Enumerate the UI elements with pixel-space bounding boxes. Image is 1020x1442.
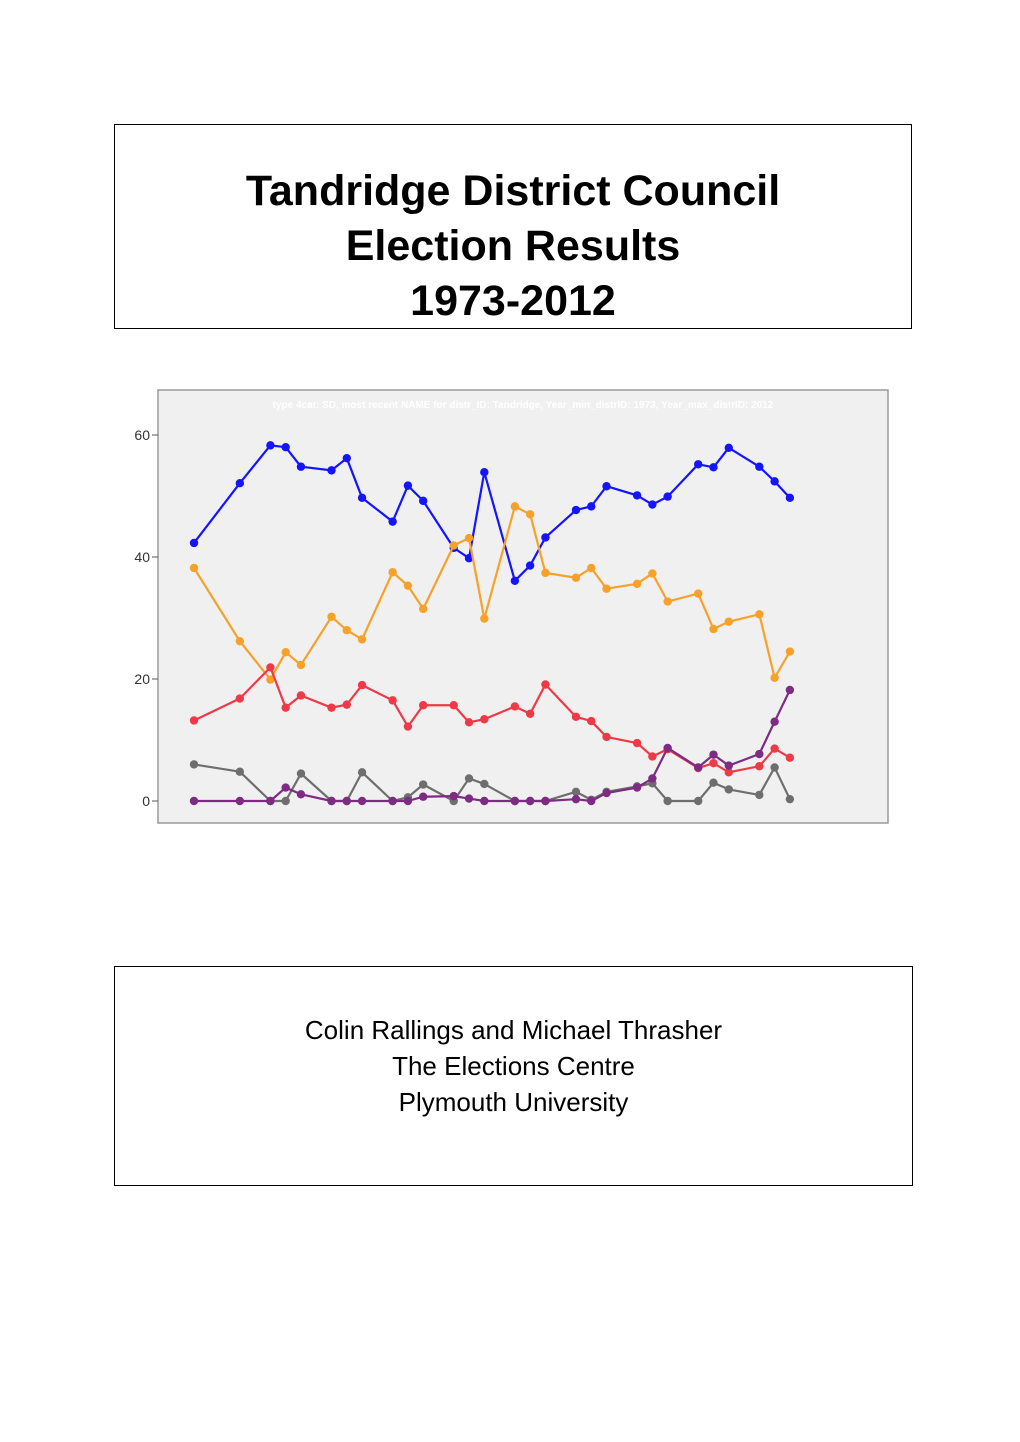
series-point-2 bbox=[786, 647, 794, 655]
series-point-5 bbox=[358, 797, 366, 805]
series-point-5 bbox=[572, 795, 580, 803]
series-point-3 bbox=[602, 733, 610, 741]
series-point-2 bbox=[480, 614, 488, 622]
series-point-3 bbox=[358, 681, 366, 689]
series-point-3 bbox=[648, 752, 656, 760]
author-university: Plymouth University bbox=[398, 1087, 629, 1117]
series-point-1 bbox=[297, 463, 305, 471]
series-point-3 bbox=[709, 759, 717, 767]
series-point-4 bbox=[786, 795, 794, 803]
series-point-3 bbox=[343, 700, 351, 708]
series-point-3 bbox=[450, 701, 458, 709]
series-point-2 bbox=[648, 569, 656, 577]
chart-svg bbox=[118, 385, 894, 825]
title-box bbox=[114, 124, 912, 329]
series-point-2 bbox=[404, 581, 412, 589]
series-point-5 bbox=[404, 797, 412, 805]
series-point-1 bbox=[358, 494, 366, 502]
series-point-1 bbox=[770, 477, 778, 485]
series-point-5 bbox=[526, 797, 534, 805]
series-point-1 bbox=[480, 468, 488, 476]
series-point-4 bbox=[419, 780, 427, 788]
series-point-5 bbox=[602, 789, 610, 797]
title-line-2: Election Results bbox=[345, 222, 681, 270]
author-box bbox=[114, 966, 913, 1186]
series-point-4 bbox=[694, 797, 702, 805]
series-point-5 bbox=[663, 744, 671, 752]
y-tick-label: 0 bbox=[142, 793, 150, 809]
series-point-4 bbox=[572, 788, 580, 796]
series-point-2 bbox=[190, 564, 198, 572]
series-point-5 bbox=[190, 797, 198, 805]
series-point-5 bbox=[587, 797, 595, 805]
series-point-3 bbox=[297, 691, 305, 699]
series-point-2 bbox=[358, 635, 366, 643]
y-tick-label: 60 bbox=[134, 427, 150, 443]
series-point-1 bbox=[281, 443, 289, 451]
series-point-3 bbox=[633, 739, 641, 747]
series-point-1 bbox=[190, 539, 198, 547]
series-point-1 bbox=[266, 441, 274, 449]
series-point-2 bbox=[587, 564, 595, 572]
series-point-5 bbox=[633, 783, 641, 791]
series-point-5 bbox=[465, 794, 473, 802]
series-point-2 bbox=[236, 637, 244, 645]
series-point-4 bbox=[281, 797, 289, 805]
series-point-4 bbox=[755, 791, 763, 799]
series-point-2 bbox=[419, 605, 427, 613]
series-point-2 bbox=[541, 569, 549, 577]
series-point-2 bbox=[694, 589, 702, 597]
series-point-2 bbox=[602, 585, 610, 593]
series-point-1 bbox=[755, 463, 763, 471]
series-point-2 bbox=[327, 613, 335, 621]
series-point-1 bbox=[404, 481, 412, 489]
series-point-4 bbox=[358, 768, 366, 776]
y-tick-label: 40 bbox=[134, 549, 150, 565]
series-point-5 bbox=[511, 797, 519, 805]
series-point-3 bbox=[572, 713, 580, 721]
series-point-2 bbox=[725, 617, 733, 625]
series-point-4 bbox=[236, 768, 244, 776]
series-point-2 bbox=[511, 502, 519, 510]
series-point-3 bbox=[770, 744, 778, 752]
author-names: Colin Rallings and Michael Thrasher bbox=[304, 1015, 723, 1045]
title-block bbox=[115, 125, 911, 329]
series-point-5 bbox=[709, 750, 717, 758]
series-point-1 bbox=[526, 561, 534, 569]
series-point-2 bbox=[663, 597, 671, 605]
series-point-5 bbox=[480, 797, 488, 805]
series-point-1 bbox=[388, 517, 396, 525]
series-point-5 bbox=[266, 797, 274, 805]
series-point-3 bbox=[526, 710, 534, 718]
series-point-4 bbox=[465, 774, 473, 782]
series-point-3 bbox=[541, 680, 549, 688]
series-point-5 bbox=[541, 797, 549, 805]
series-point-5 bbox=[327, 797, 335, 805]
chart-title: type 4cat: SD, most recent NAME for distr_ID: Tandridge, Year_min_distrID: 1973, Year_max_distrID: 2012 bbox=[272, 400, 774, 411]
series-point-1 bbox=[786, 494, 794, 502]
plot-area bbox=[158, 390, 888, 823]
author-institution: The Elections Centre bbox=[392, 1051, 635, 1081]
series-point-5 bbox=[343, 797, 351, 805]
series-point-3 bbox=[404, 722, 412, 730]
chart bbox=[118, 385, 894, 825]
series-point-3 bbox=[419, 701, 427, 709]
series-point-4 bbox=[190, 760, 198, 768]
series-point-2 bbox=[770, 674, 778, 682]
series-point-5 bbox=[770, 718, 778, 726]
series-point-1 bbox=[511, 577, 519, 585]
series-point-4 bbox=[480, 780, 488, 788]
series-point-3 bbox=[266, 663, 274, 671]
series-point-5 bbox=[297, 790, 305, 798]
series-point-2 bbox=[450, 541, 458, 549]
series-point-4 bbox=[709, 779, 717, 787]
series-point-1 bbox=[663, 492, 671, 500]
series-point-5 bbox=[648, 774, 656, 782]
series-point-1 bbox=[648, 500, 656, 508]
series-point-3 bbox=[236, 694, 244, 702]
series-point-1 bbox=[541, 533, 549, 541]
series-point-5 bbox=[450, 792, 458, 800]
series-point-1 bbox=[694, 460, 702, 468]
series-point-5 bbox=[786, 686, 794, 694]
series-point-1 bbox=[725, 444, 733, 452]
series-point-1 bbox=[236, 479, 244, 487]
series-point-2 bbox=[343, 626, 351, 634]
series-point-1 bbox=[343, 454, 351, 462]
series-point-1 bbox=[633, 491, 641, 499]
series-point-3 bbox=[388, 696, 396, 704]
series-point-2 bbox=[755, 610, 763, 618]
series-point-2 bbox=[388, 568, 396, 576]
series-point-4 bbox=[663, 797, 671, 805]
series-point-1 bbox=[602, 482, 610, 490]
series-point-3 bbox=[587, 717, 595, 725]
series-point-3 bbox=[327, 703, 335, 711]
series-point-4 bbox=[725, 785, 733, 793]
series-point-2 bbox=[297, 661, 305, 669]
series-point-3 bbox=[511, 702, 519, 710]
series-point-2 bbox=[633, 580, 641, 588]
series-point-4 bbox=[297, 769, 305, 777]
series-point-5 bbox=[419, 793, 427, 801]
series-point-3 bbox=[190, 716, 198, 724]
series-point-2 bbox=[526, 510, 534, 518]
series-point-3 bbox=[281, 703, 289, 711]
title-line-3: 1973-2012 bbox=[410, 277, 616, 325]
series-point-3 bbox=[755, 762, 763, 770]
series-point-2 bbox=[281, 648, 289, 656]
series-point-1 bbox=[419, 497, 427, 505]
series-point-5 bbox=[281, 783, 289, 791]
series-point-3 bbox=[465, 718, 473, 726]
series-point-1 bbox=[572, 506, 580, 514]
series-point-2 bbox=[709, 625, 717, 633]
title-line-1: Tandridge District Council bbox=[245, 167, 781, 215]
series-point-5 bbox=[236, 797, 244, 805]
series-point-4 bbox=[770, 763, 778, 771]
series-point-1 bbox=[327, 466, 335, 474]
series-point-3 bbox=[786, 753, 794, 761]
series-point-5 bbox=[388, 797, 396, 805]
series-point-2 bbox=[572, 574, 580, 582]
series-point-5 bbox=[755, 750, 763, 758]
series-point-1 bbox=[587, 502, 595, 510]
series-point-5 bbox=[694, 763, 702, 771]
y-tick-label: 20 bbox=[134, 671, 150, 687]
series-point-3 bbox=[480, 715, 488, 723]
series-point-5 bbox=[725, 761, 733, 769]
series-point-1 bbox=[709, 463, 717, 471]
author-block bbox=[115, 967, 912, 1120]
series-point-2 bbox=[465, 534, 473, 542]
